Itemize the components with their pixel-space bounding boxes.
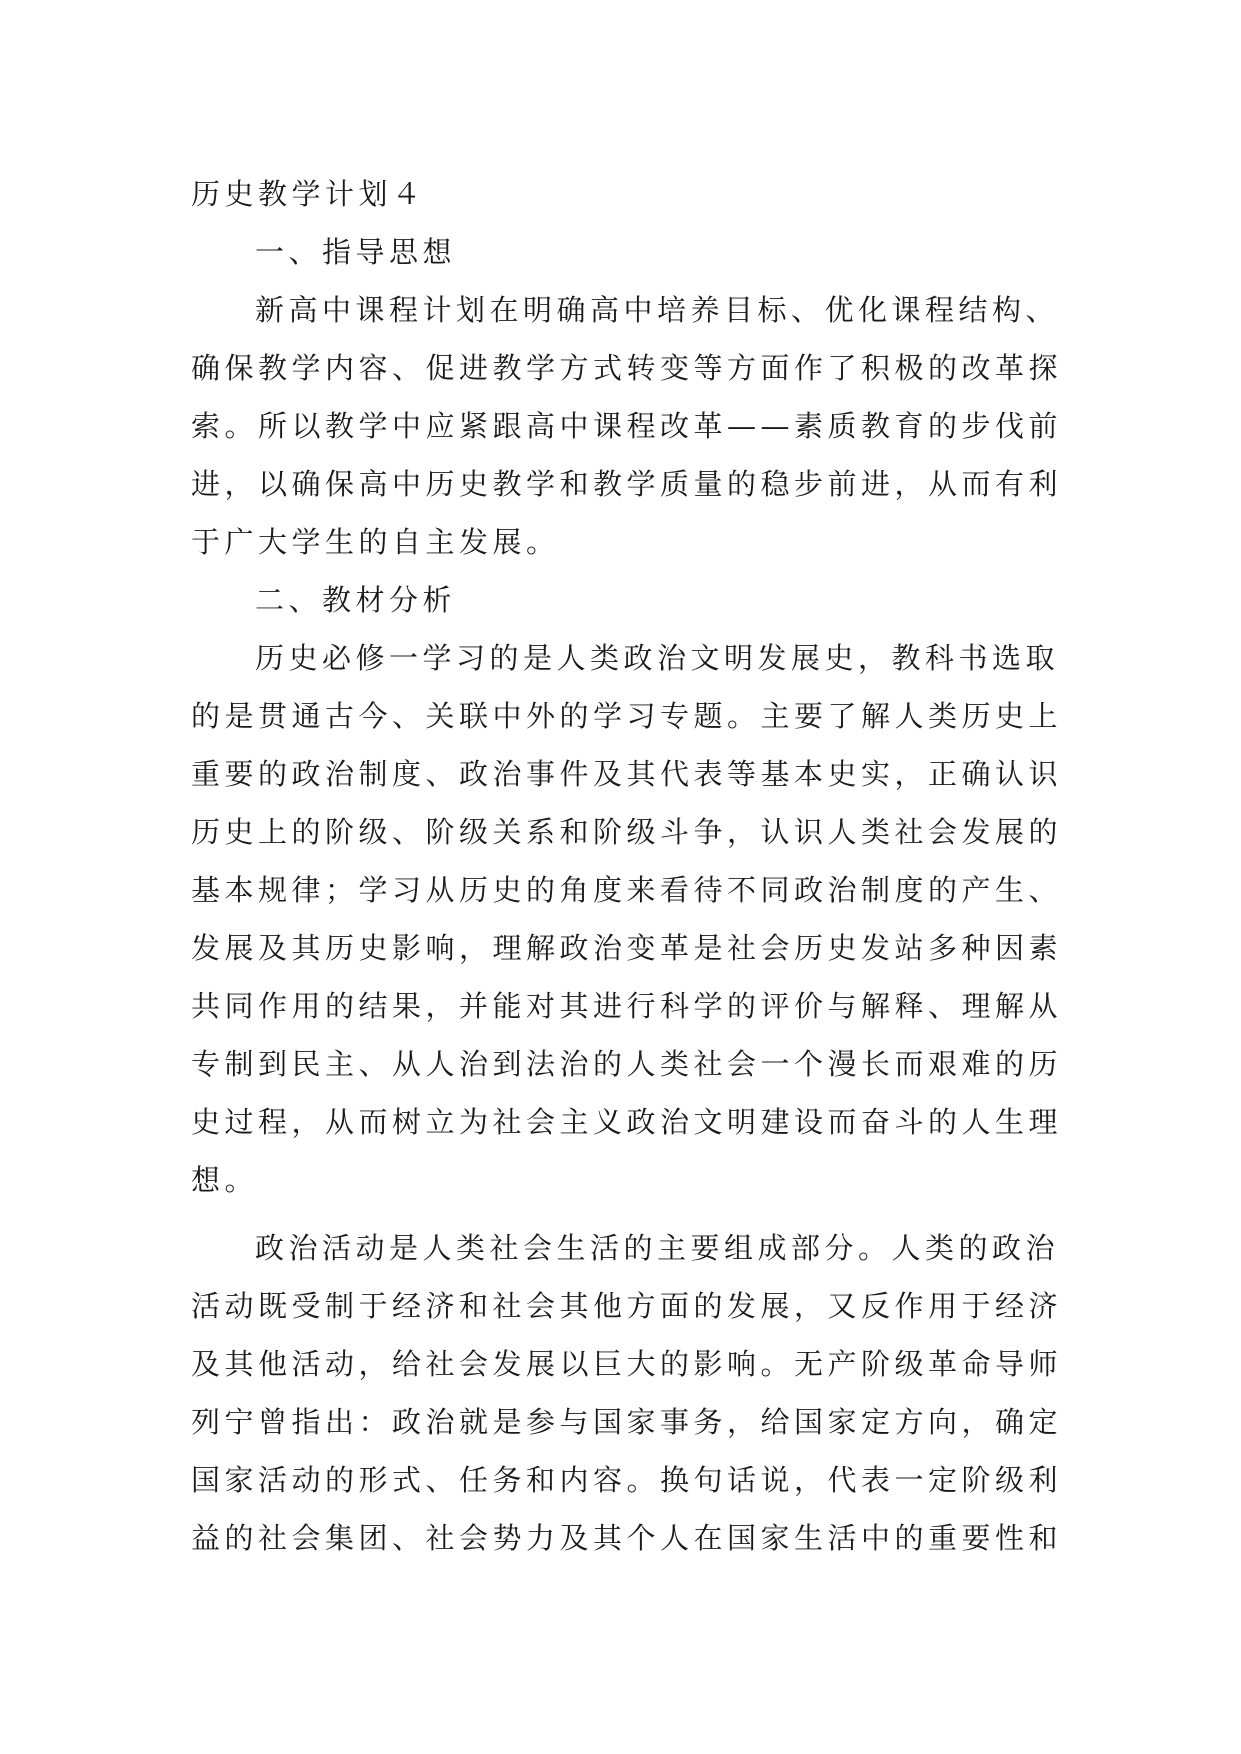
paragraph-line: 及其他活动，给社会发展以巨大的影响。无产阶级革命导师	[191, 1347, 1063, 1381]
paragraph-line: 活动既受制于经济和社会其他方面的发展，又反作用于经济	[191, 1289, 1063, 1323]
paragraph-line: 的是贯通古今、关联中外的学习专题。主要了解人类历史上	[191, 699, 1063, 733]
section-heading: 二、教材分析	[255, 583, 457, 617]
paragraph-line: 益的社会集团、社会势力及其个人在国家生活中的重要性和	[191, 1521, 1063, 1555]
paragraph-line: 专制到民主、从人治到法治的人类社会一个漫长而艰难的历	[191, 1047, 1063, 1081]
paragraph-line: 共同作用的结果，并能对其进行科学的评价与解释、理解从	[191, 989, 1063, 1023]
document-body	[191, 165, 1063, 1567]
paragraph-line: 历史必修一学习的是人类政治文明发展史，教科书选取	[255, 641, 1060, 675]
paragraph-line: 国家活动的形式、任务和内容。换句话说，代表一定阶级利	[191, 1463, 1063, 1497]
paragraph-line: 进，以确保高中历史教学和教学质量的稳步前进，从而有利	[191, 467, 1063, 501]
paragraph-line: 历史上的阶级、阶级关系和阶级斗争，认识人类社会发展的	[191, 815, 1063, 849]
paragraph-line: 列宁曾指出：政治就是参与国家事务，给国家定方向，确定	[191, 1405, 1063, 1439]
paragraph	[191, 281, 1063, 571]
paragraph-line: 于广大学生的自主发展。	[191, 525, 560, 559]
paragraph-line: 索。所以教学中应紧跟高中课程改革——素质教育的步伐前	[191, 409, 1063, 443]
paragraph-line: 基本规律；学习从历史的角度来看待不同政治制度的产生、	[191, 873, 1063, 907]
section-heading: 一、指导思想	[255, 235, 457, 269]
paragraph-spacer	[191, 1209, 1059, 1219]
paragraph-line: 新高中课程计划在明确高中培养目标、优化课程结构、	[255, 293, 1060, 327]
paragraph-line: 想。	[191, 1163, 259, 1197]
paragraph	[191, 1219, 1063, 1567]
paragraph-line: 重要的政治制度、政治事件及其代表等基本史实，正确认识	[191, 757, 1063, 791]
paragraph-line: 史过程，从而树立为社会主义政治文明建设而奋斗的人生理	[191, 1105, 1063, 1139]
paragraph	[191, 629, 1063, 1209]
paragraph-line: 政治活动是人类社会生活的主要组成部分。人类的政治	[255, 1231, 1060, 1265]
document-title: 历史教学计划４	[191, 177, 426, 211]
paragraph-line: 发展及其历史影响，理解政治变革是社会历史发站多种因素	[191, 931, 1063, 965]
paragraph-line: 确保教学内容、促进教学方式转变等方面作了积极的改革探	[191, 351, 1063, 385]
